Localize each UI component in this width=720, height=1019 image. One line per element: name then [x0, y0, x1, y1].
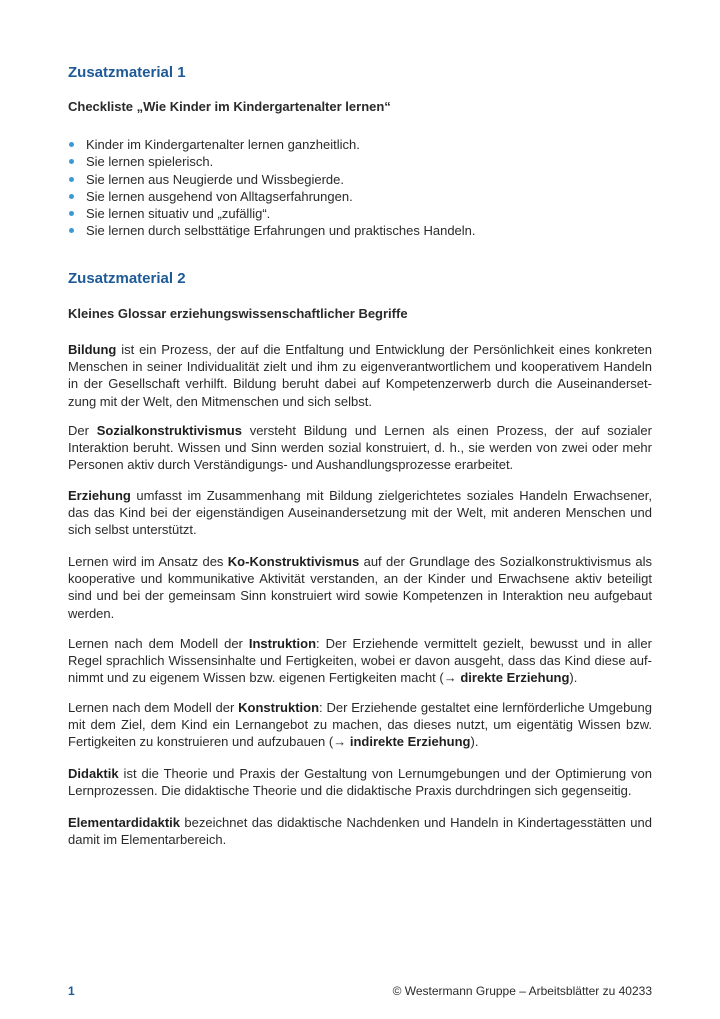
- bullet-icon: [69, 228, 74, 233]
- glossary-term: indirekte Erziehung: [349, 734, 471, 750]
- glossary-term: Sozialkonstruktivismus: [96, 423, 242, 438]
- section-2-title: Zusatzmaterial 2: [68, 270, 186, 287]
- list-item: Sie lernen spielerisch.: [68, 153, 476, 170]
- bullet-icon: [69, 142, 74, 147]
- glossary-entry-elementardidaktik: Elementardidaktik bezeichnet das didaktische Nachdenken und Handeln in Kindertagesstätten und damit im Elementarbereich.: [68, 815, 652, 848]
- list-item: Sie lernen durch selbsttätige Erfahrungen und praktisches Handeln.: [68, 222, 476, 239]
- bullet-icon: [69, 159, 74, 164]
- glossary-entry-erziehung: Erziehung umfasst im Zusammenhang mit Bildung zielgerichtetes soziales Handeln Erwachsener, das das Kind bei der eigenständigen Auseinandersetzung mit der Welt, mit anderen Menschen und sich selbst unterstützt.: [68, 488, 652, 538]
- bullet-icon: [69, 211, 74, 216]
- glossary-term: Instruktion: [248, 636, 317, 651]
- list-item: Sie lernen ausgehend von Alltagserfahrungen.: [68, 188, 476, 205]
- page-number: 1: [68, 984, 75, 998]
- glossary-entry-sozialkonstruktivismus: Der Sozialkonstruktivismus versteht Bildung und Lernen als einen Prozess, der auf sozialer Interaktion beruht. Wissen und Sinn werden sozial konstruiert, d. h., sie werden von zwei oder mehr Personen aktiv durch Verständigungs- und Aushandlungsprozesse erarbeitet.: [68, 423, 652, 473]
- glossary-term: Ko-Konstruktivismus: [227, 554, 360, 569]
- glossary-entry-didaktik: Didaktik ist die Theorie und Praxis der Gestaltung von Lernumgebungen und der Optimierung von Lernprozessen. Die didaktische Theorie und die didaktische Praxis durchdringen sich gegenseitig.: [68, 766, 652, 799]
- glossary-entry-konstruktion: Lernen nach dem Modell der Konstruktion: Der Erziehende gestaltet eine lernförderliche Umgebung mit dem Ziel, dem Kind ein Lernangebot zu machen, das dieses nutzt, um eigentätig Wissen bzw. Fertigkeiten zu konstruieren und aufzubauen (→ indirekte Erziehung).: [68, 700, 652, 750]
- copyright-notice: © Westermann Gruppe – Arbeitsblätter zu 40233: [392, 984, 652, 998]
- list-item: Sie lernen situativ und „zufällig“.: [68, 205, 476, 222]
- glossary-term: Didaktik: [68, 766, 119, 781]
- glossary-term: Elementardidaktik: [68, 815, 180, 830]
- glossary-entry-ko-konstruktivismus: Lernen wird im Ansatz des Ko-Konstruktivismus auf der Grundlage des Sozialkonstruktivismus als kooperative und kommunikative Aktivität verstanden, an der Kinder und Erwachsene aktiv beteiligt sind und bei der gemeinsam Sinn konstruiert wird sowie Kompetenzen in Interaktion neu aufgebaut werden.: [68, 554, 652, 621]
- list-item: Kinder im Kindergartenalter lernen ganzheitlich.: [68, 136, 476, 153]
- list-item: Sie lernen aus Neugierde und Wissbegierde.: [68, 171, 476, 188]
- glossary-term: Bildung: [68, 342, 117, 357]
- glossary-entry-bildung: Bildung ist ein Prozess, der auf die Entfaltung und Entwicklung der Persönlichkeit eines konkreten Menschen in seiner Individualität zielt und ihm zu eigenverantwortlichem und kooperativem Handeln in der Gesellschaft verhilft. Bildung beruht dabei auf Kompetenzerwerb durch die Auseinandersetzung mit der Welt, den Mitmenschen und sich selbst.: [68, 342, 652, 409]
- bullet-icon: [69, 177, 74, 182]
- glossary-entry-instruktion: Lernen nach dem Modell der Instruktion: Der Erziehende vermittelt gezielt, bewusst und in aller Regel sprachlich Wissensinhalte und Fertigkeiten, wobei er davon ausgeht, dass das Kind diese aufnimmt und zu eigenem Wissen bzw. eigenen Fertigkeiten macht (→ direkte Erziehung).: [68, 636, 652, 686]
- glossary-term: Erziehung: [68, 488, 131, 503]
- section-1-title: Zusatzmaterial 1: [68, 64, 186, 81]
- checklist: [68, 136, 476, 240]
- glossary-term: Konstruktion: [238, 700, 320, 715]
- bullet-icon: [69, 194, 74, 199]
- glossary-subtitle: Kleines Glossar erziehungswissenschaftlicher Begriffe: [68, 306, 408, 321]
- checklist-subtitle: Checkliste „Wie Kinder im Kindergartenalter lernen“: [68, 99, 391, 114]
- glossary-term: direkte Erziehung: [460, 670, 570, 686]
